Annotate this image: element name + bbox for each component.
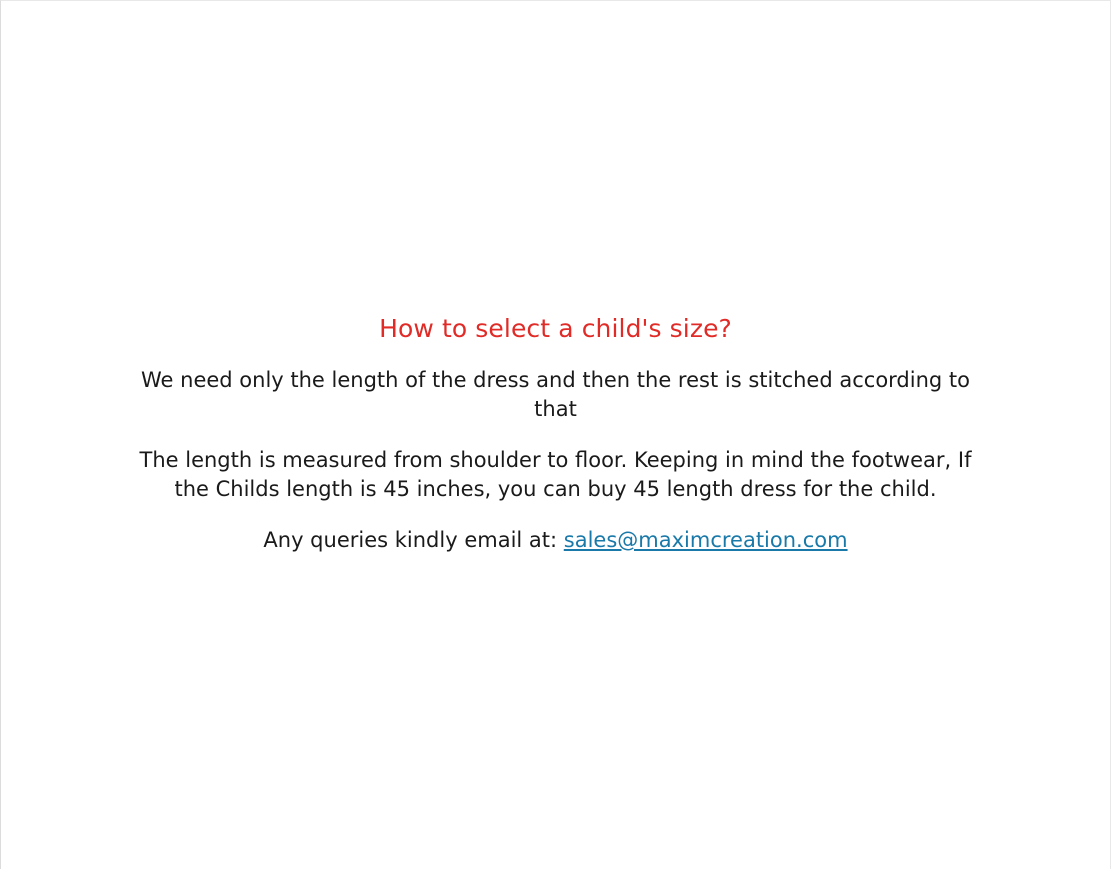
paragraph-length-info: We need only the length of the dress and then the rest is stitched according to that [141,368,970,422]
paragraph-measurement-info: The length is measured from shoulder to floor. Keeping in mind the footwear, If the Childs length is 45 inches, you can buy 45 length dress for the child. [139,448,972,502]
email-link[interactable]: sales@maximcreation.com [563,528,848,553]
page-title: How to select a child's size? [379,314,732,343]
contact-prefix-label: Any queries kindly email at: [263,528,564,553]
contact-line [136,526,976,555]
content-block [136,313,976,555]
